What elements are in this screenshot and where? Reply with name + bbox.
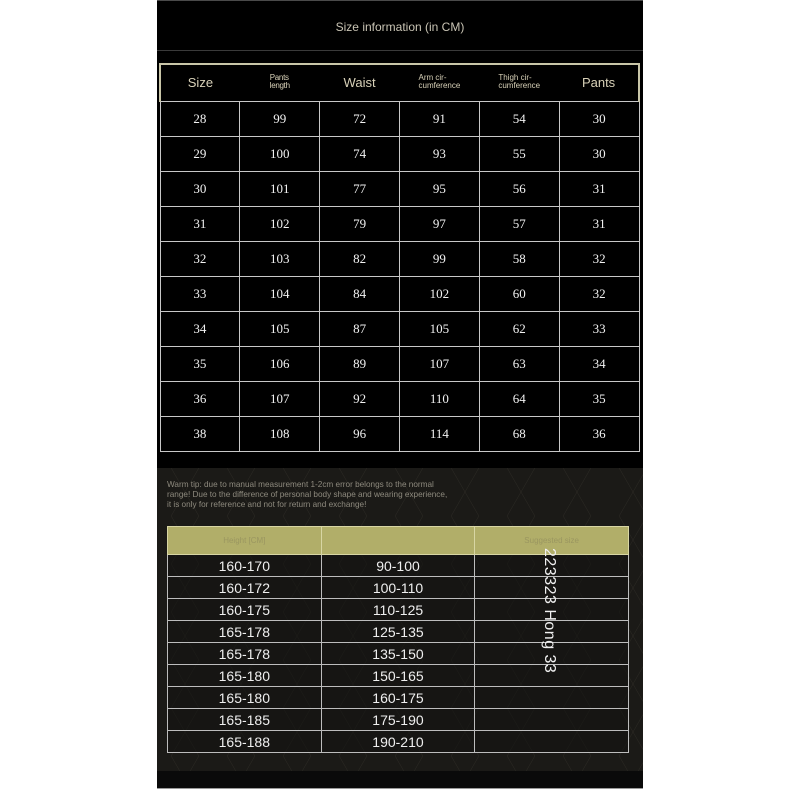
size-table-cell: 92 (320, 382, 400, 417)
size-table-cell: 30 (559, 102, 639, 137)
warm-tip-line: range! Due to the difference of personal body shape and wearing experience, (167, 490, 448, 499)
height-cell: 160-175 (168, 599, 322, 621)
size-table-cell: 30 (559, 137, 639, 172)
header-thigh-circumference: Thigh cir- cumference (479, 64, 559, 102)
size-table-cell: 99 (399, 242, 479, 277)
size-table-cell: 93 (399, 137, 479, 172)
recommendation-table (167, 526, 629, 753)
size-table-cell: 106 (240, 347, 320, 382)
size-table-cell: 102 (399, 277, 479, 312)
size-table-cell: 103 (240, 242, 320, 277)
size-table-cell: 38 (160, 417, 240, 452)
size-table-cell: 96 (320, 417, 400, 452)
size-table-cell: 28 (160, 102, 240, 137)
height-cell: 165-185 (168, 709, 322, 731)
header-suggested-size: Suggested size (475, 527, 629, 555)
header-height: Height [CM] (168, 527, 322, 555)
size-table-row (160, 417, 639, 452)
size-table-row (160, 172, 639, 207)
height-cell: 165-180 (168, 665, 322, 687)
size-table-cell: 114 (399, 417, 479, 452)
size-table-row (160, 207, 639, 242)
size-table-cell: 32 (160, 242, 240, 277)
tip-panel (157, 468, 643, 771)
size-table-cell: 31 (559, 207, 639, 242)
size-table-cell: 97 (399, 207, 479, 242)
weight-cell: 160-175 (321, 687, 475, 709)
warm-tip-line: Warm tip: due to manual measurement 1-2cm error belongs to the normal (167, 480, 434, 489)
size-table-cell: 110 (399, 382, 479, 417)
size-table-cell: 33 (559, 312, 639, 347)
suggested-size-cell (475, 709, 629, 731)
height-cell: 165-180 (168, 687, 322, 709)
size-table-cell: 72 (320, 102, 400, 137)
size-table-cell: 31 (160, 207, 240, 242)
header-weight (321, 527, 475, 555)
size-table-row (160, 312, 639, 347)
size-chart-sheet (157, 0, 643, 788)
size-table-cell: 63 (479, 347, 559, 382)
weight-cell: 125-135 (321, 621, 475, 643)
header-pants: Pants (559, 64, 639, 102)
weight-cell: 110-125 (321, 599, 475, 621)
size-table-cell: 87 (320, 312, 400, 347)
recommendation-row (168, 577, 629, 599)
size-table-cell: 35 (160, 347, 240, 382)
recommendation-table-body (168, 555, 629, 753)
header-waist: Waist (320, 64, 400, 102)
size-table (159, 63, 640, 452)
size-table-cell: 58 (479, 242, 559, 277)
size-table-cell: 84 (320, 277, 400, 312)
header-size: Size (160, 64, 240, 102)
size-table-row (160, 102, 639, 137)
size-table-cell: 68 (479, 417, 559, 452)
watermark (542, 548, 558, 688)
size-table-cell: 60 (479, 277, 559, 312)
size-table-cell: 62 (479, 312, 559, 347)
page-title: Size information (in CM) (335, 20, 465, 34)
recommendation-row (168, 643, 629, 665)
size-table-row (160, 382, 639, 417)
header-arm-circumference: Arm cir- cumference (399, 64, 479, 102)
recommendation-row (168, 555, 629, 577)
size-table-cell: 74 (320, 137, 400, 172)
watermark-text: 223323 Hong 33 (541, 548, 558, 674)
size-table-cell: 54 (479, 102, 559, 137)
size-table-cell: 36 (559, 417, 639, 452)
size-table-cell: 101 (240, 172, 320, 207)
recommendation-row (168, 665, 629, 687)
size-table-cell: 102 (240, 207, 320, 242)
weight-cell: 90-100 (321, 555, 475, 577)
size-table-cell: 30 (160, 172, 240, 207)
weight-cell: 190-210 (321, 731, 475, 753)
recommendation-row (168, 709, 629, 731)
weight-cell: 150-165 (321, 665, 475, 687)
size-table-cell: 107 (399, 347, 479, 382)
title-divider (157, 50, 643, 51)
height-cell: 160-172 (168, 577, 322, 599)
size-table-row (160, 137, 639, 172)
suggested-size-cell (475, 731, 629, 753)
size-table-cell: 33 (160, 277, 240, 312)
size-table-cell: 57 (479, 207, 559, 242)
height-cell: 160-170 (168, 555, 322, 577)
size-table-cell: 32 (559, 242, 639, 277)
size-table-cell: 104 (240, 277, 320, 312)
size-table-cell: 32 (559, 277, 639, 312)
header-pants-length: Pants length (240, 64, 320, 102)
size-table-cell: 82 (320, 242, 400, 277)
size-table-row (160, 277, 639, 312)
recommendation-header-row (168, 527, 629, 555)
height-cell: 165-178 (168, 643, 322, 665)
size-table-cell: 89 (320, 347, 400, 382)
weight-cell: 100-110 (321, 577, 475, 599)
size-table-body (160, 102, 639, 452)
suggested-size-cell (475, 687, 629, 709)
size-table-cell: 77 (320, 172, 400, 207)
size-table-row (160, 242, 639, 277)
size-table-cell: 79 (320, 207, 400, 242)
size-table-cell: 100 (240, 137, 320, 172)
top-border (157, 0, 643, 1)
recommendation-row (168, 687, 629, 709)
size-table-cell: 35 (559, 382, 639, 417)
size-table-cell: 108 (240, 417, 320, 452)
height-cell: 165-178 (168, 621, 322, 643)
size-table-cell: 29 (160, 137, 240, 172)
size-table-cell: 99 (240, 102, 320, 137)
height-cell: 165-188 (168, 731, 322, 753)
recommendation-row (168, 599, 629, 621)
size-table-cell: 105 (399, 312, 479, 347)
size-table-cell: 95 (399, 172, 479, 207)
size-table-cell: 91 (399, 102, 479, 137)
size-table-cell: 34 (559, 347, 639, 382)
size-table-row (160, 347, 639, 382)
size-table-cell: 107 (240, 382, 320, 417)
weight-cell: 135-150 (321, 643, 475, 665)
recommendation-row (168, 731, 629, 753)
size-table-cell: 105 (240, 312, 320, 347)
recommendation-row (168, 621, 629, 643)
size-table-cell: 36 (160, 382, 240, 417)
size-table-cell: 34 (160, 312, 240, 347)
warm-tip-line: it is only for reference and not for return and exchange! (167, 500, 367, 509)
warm-tip (167, 480, 507, 510)
size-table-cell: 55 (479, 137, 559, 172)
size-table-header-row (160, 64, 639, 102)
size-table-cell: 31 (559, 172, 639, 207)
size-table-cell: 64 (479, 382, 559, 417)
size-table-cell: 56 (479, 172, 559, 207)
bottom-bar (157, 771, 643, 789)
weight-cell: 175-190 (321, 709, 475, 731)
